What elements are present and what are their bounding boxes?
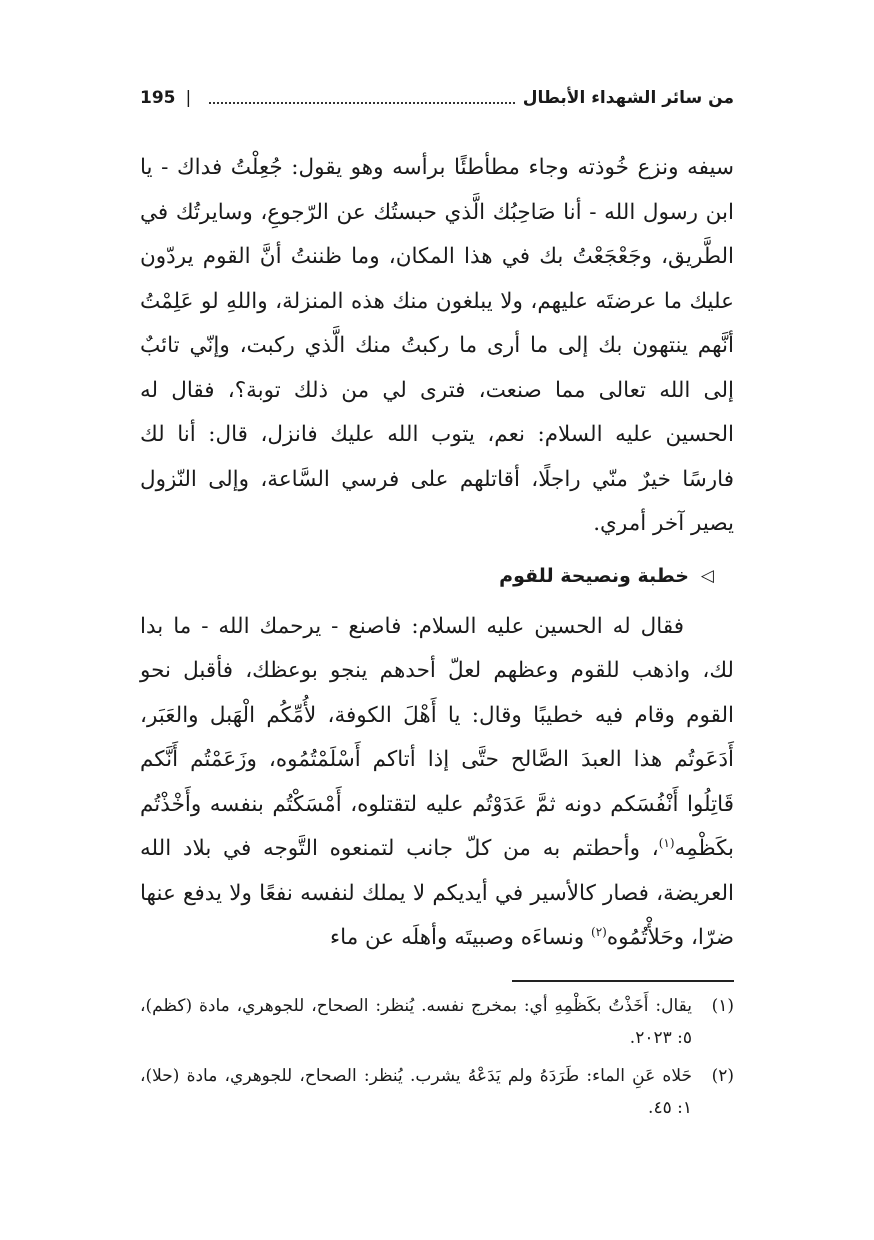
paragraph-1: سيفه ونزع خُوذته وجاء مطأطئًا برأسه وهو يقول: جُعِلْتُ فداك - يا ابن رسول الله - أنا صَاحِبُك الَّذي حبستُك عن الرّجوعِ، وسايرتُك في الطَّريق، وجَعْجَعْتُ بك في هذا المكان، وما ظننتُ أنَّ القوم يردّون عليك ما عرضتَه عليهم، ولا يبلغون منك هذه المنزلة، واللهِ لو عَلِمْتُ أنَّهم ينتهون بك إلى ما أرى ما ركبتُ منك الَّذي ركبت، وإنّي تائبٌ إلى الله تعالى مما صنعت، فترى لي من ذلك توبة؟، فقال له الحسين عليه السلام: نعم، يتوب الله عليك فانزل، قال: أنا لك فارسًا خيرٌ منّي راجلًا، أقاتلهم على فرسي السَّاعة، وإلى النّزول يصير آخر أمري.	[140, 155, 734, 536]
body-text	[140, 146, 734, 961]
footnote-2	[140, 1060, 734, 1124]
paragraph-2	[140, 605, 734, 961]
footnote-2-text: حَلاه عَنِ الماء: طَرَدَهُ ولم يَدَعْهُ يشرب. يُنظر: الصحاح، للجوهري، مادة (حلا)، ١: ٤٥.	[140, 1066, 692, 1118]
footnote-separator-rule	[512, 980, 734, 982]
footnote-ref-2[interactable]: (٢)	[591, 924, 607, 939]
paragraph-2-part-3: ونساءَه وصبيتَه وأهلَه عن ماء	[330, 925, 592, 950]
running-header	[140, 84, 734, 112]
footnote-1-text: يقال: أَخَذْتُ بكَظْمِهِ أي: بمخرج نفسه. يُنظر: الصحاح، للجوهري، مادة (كظم)، ٥: ٢٠٢٣.	[140, 996, 692, 1048]
footnotes	[140, 990, 734, 1130]
paragraph-2-part-1: فقال له الحسين عليه السلام: فاصنع - يرحمك الله - ما بدا لك، واذهب للقوم وعظهم لعلّ أحدهم ينجو بوعظك، فأقبل نحو القوم وقام فيه خطيبًا وقال: يا أَهْلَ الكوفة، لأُمِّكُم الْهَبل والعَبَر، أَدَعَوتُم هذا العبدَ الصَّالح حتَّى إذا أتاكم أَسْلَمْتُمُوه، وزَعَمْتُم أَنَّكم قَاتِلُوا أَنْفُسَكم دونه ثمَّ عَدَوْتُم عليه لتقتلوه، أَمْسَكْتُم بنفسه وأَخْذْتُم بكَظْمِه	[140, 613, 734, 861]
header-separator: |	[185, 88, 192, 108]
footnote-ref-1[interactable]: (١)	[658, 835, 675, 850]
page-number: 195	[140, 88, 176, 108]
paragraph-2-part-2: ، وأحطتم به من كلّ جانب لتمنعوه التَّوجه في بلاد الله العريضة، فصار كالأسير في أيديكم لا يملك لنفسه نفعًا ولا يدفع عنها ضرّا، وحَلأْتُمُوه	[140, 836, 734, 950]
section-title: خطبة ونصيحة للقوم	[499, 564, 689, 587]
chapter-title: من سائر الشهداء الأبطال	[522, 88, 734, 108]
triangle-marker-icon: ◁	[700, 565, 714, 586]
section-heading	[140, 559, 714, 593]
header-dot-leader	[209, 102, 514, 104]
footnote-2-number: (٢)	[711, 1066, 734, 1086]
footnote-1	[140, 990, 734, 1054]
footnote-1-number: (١)	[711, 996, 734, 1016]
